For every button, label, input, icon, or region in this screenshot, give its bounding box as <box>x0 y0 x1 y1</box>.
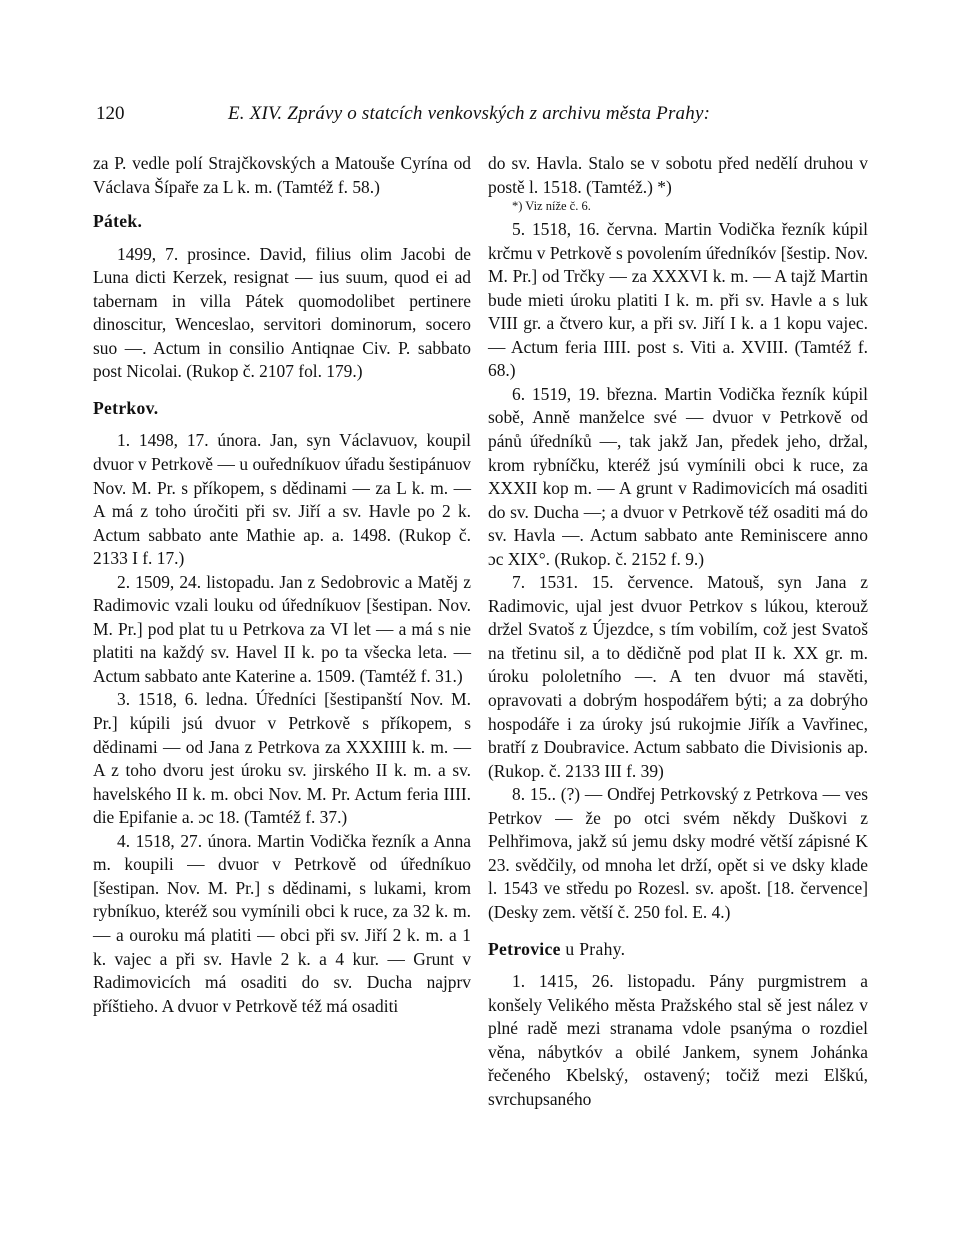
paragraph: 8. 15.. (?) — Ondřej Petrkovský z Petrkova — ves Petrkov — že po otci svém někdy Duškovi z Pelhřimova, jakž sú jemu dsky modré větší zápisné K 23. svědčily, od mnoha let drží, opět si ve dsky klade l. 1543 ve středu po Rozesl. sv. apošt. [18. července] (Desky zem. větší č. 250 fol. E. 4.) <box>488 784 868 922</box>
page-number: 120 <box>96 103 125 124</box>
left-column <box>93 152 471 1018</box>
section-heading: Pátek. <box>93 211 143 232</box>
section-heading-suffix: u Prahy. <box>560 938 626 959</box>
paragraph: 2. 1509, 24. listopadu. Jan z Sedobrovic a Matěj z Radimovic vzali louku od úředníkuov [šestipan. Nov. M. Pr.] pod plat tu u Petrkova za VI let — a má s nie platiti na každý sv. Havel II k. po ta všecka leta. — Actum sabbato ante Katerine a. 1509. (Tamtéž f. 31.) <box>93 571 471 686</box>
paragraph: 4. 1518, 27. února. Martin Vodička řezník a Anna m. koupili — dvuor v Petrkově od úředníkuo [šestipan. Nov. M. Pr.] s dědinami, s lukami, krom rybníkuo, kteréž sou vymínili obci k ruce, za 32 k. m. — a ouroku má platiti — obci při sv. Jiří 2 k. m. a 1 k. vajec a při sv. Havle 2 k. a 4 kur. — Grunt v Radimovicích má osaditi do sv. Ducha najprv příštieho. A dvuor v Petrkově též má osaditi <box>93 830 471 1016</box>
paragraph: 1. 1498, 17. února. Jan, syn Václavuov, koupil dvuor v Petrkově — u ouředníkuov úřadu šestipánuov Nov. M. Pr. s příkopem, s dědinami — za L k. m. — A má z toho úročiti při sv. Jiří a sv. Havle po 2 k. Actum sabbato ante Mathie ap. a. 1498. (Rukop č. 2133 I f. 17.) <box>93 430 471 569</box>
section-heading-name: Petrovice <box>488 938 561 959</box>
running-title: E. XIV. Zprávy o statcích venkovských z archivu města Prahy: <box>228 103 711 124</box>
paragraph: do sv. Havla. Stalo se v sobotu před nedělí druhou v postě l. 1518. (Tamtéž.) *) <box>488 153 868 197</box>
paragraph: 1499, 7. prosince. David, filius olim Jacobi de Luna dicti Kerzek, resignat — ius suum, quod ei ad tabernam in villa Pátek quomodolibet pertinere dinoscitur, Wenceslao, servitori dominorum, socero suo —. Actum in consilio Antiqnae Civ. P. sabbato post Nicolai. (Rukop č. 2107 fol. 179.) <box>93 243 471 382</box>
paragraph: 3. 1518, 6. ledna. Úředníci [šestipanští Nov. M. Pr.] kúpili jsú dvuor v Petrkově s příkopem, s dědinami — od Jana z Petrkova za XXXIIII k. m. — A z toho dvoru jest úroku sv. jirského II k. m. a sv. havelského II k. m. obci Nov. M. Pr. Actum feria IIII. die Epifanie a. ɔc 18. (Tamtéž f. 37.) <box>93 689 471 828</box>
paragraph: 5. 1518, 16. června. Martin Vodička řezník kúpil krčmu v Petrkově s povolením úředníkóv [šestip. Nov. M. Pr.] od Trčky — za XXXVI k. m. — A tajž Martin bude mieti úroku platiti I k. m. při sv. Havle a s luk VIII gr. a čtvero kur, a při sv. Jiří I k. a 1 kopu vajec. — Actum feria IIII. post s. Viti a. XVIII. (Tamtéž f. 68.) <box>488 219 868 381</box>
paragraph: 6. 1519, 19. března. Martin Vodička řezník kúpil sobě, Anně manželce své — dvuor v Petrkově od pánů úředníků —, tak jakž Jan, předek jeho, držal, krom rybníčku, kteréž jsú vymínili obci k ruce, za XXXII kop m. — A grunt v Radimovicích má osaditi do sv. Ducha —; a dvuor v Petrkově též osaditi má do sv. Havla —. Actum sabbato ante Reminiscere anno ɔc XIX°. (Rukop. č. 2152 f. 9.) <box>488 383 868 569</box>
footnote: *) Viz níže č. 6. <box>512 199 591 214</box>
section-heading: Petrkov. <box>93 397 159 418</box>
paragraph: 1. 1415, 26. listopadu. Pány purgmistrem a konšely Velikého města Pražského stal sě jest nález v plné radě mezi stranama vdole psanýma o rozdiel věna, nábytkóv a obilé Jankem, synem Johánka řečeného Kbelský, ostavený; točiž mezi Elškú, svrchupsaného <box>488 971 868 1109</box>
page-header <box>90 103 870 133</box>
right-column <box>488 152 868 1111</box>
section-heading <box>488 938 868 962</box>
paragraph: za P. vedle polí Strajčkovských a Matouše Cyrína od Václava Šípaře za L k. m. (Tamtéž f. 58.) <box>93 153 471 197</box>
paragraph: 7. 1531. 15. července. Matouš, syn Jana z Radimovic, ujal jest dvuor Petrkov s lúkou, kterouž držel Svatoš z Újezdce, s tím vobilím, což jest Svatoš na třetinu sil, a to dědičně pod plat II k. XX gr. m. úroku pololetního —. A ten dvuor má stavěti, opravovati a dobrým hospodářem býti; a za dobrýho hospodáře i za úroky jsú rukojmie Jiřík a Vavřinec, bratří z Doubravice. Actum sabbato die Divisionis ap. (Rukop. č. 2133 III f. 39) <box>488 572 868 781</box>
